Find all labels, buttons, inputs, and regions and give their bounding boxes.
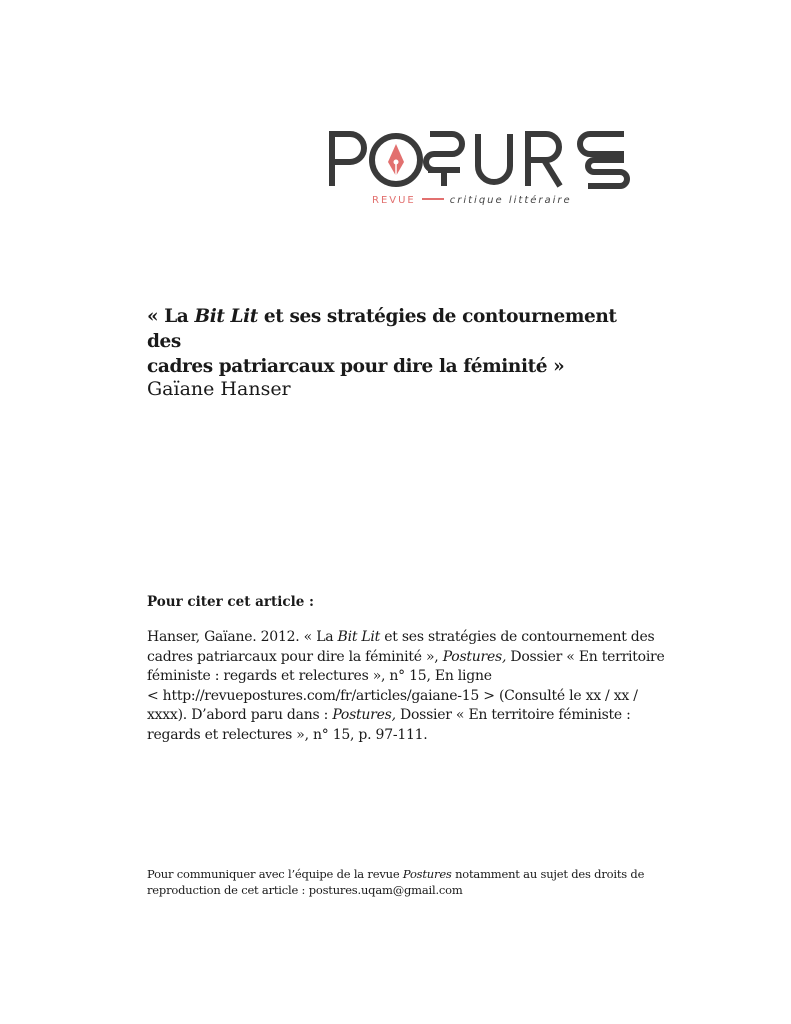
citation-url-line: < http://revuepostures.com/fr/articles/gaiane-15 > (Consulté le xx / xx / [147, 687, 638, 704]
title-part2: et ses stratégies de contournement des [147, 306, 617, 352]
article-author: Gaïane Hanser [147, 378, 291, 400]
citation-line: regards et relectures », n° 15, p. 97-111. [147, 726, 428, 743]
logo-tagline [372, 195, 572, 206]
tagline-dash [422, 198, 444, 200]
contact-line: Pour communiquer avec l’équipe de la revue Postures notamment au sujet des droits de [147, 867, 645, 881]
tagline-revue: REVUE [372, 195, 416, 206]
contact-email-line: reproduction de cet article : postures.uqam@gmail.com [147, 883, 463, 897]
title-italic: Bit Lit [194, 306, 258, 327]
citation-line: cadres patriarcaux pour dire la féminité », Postures, Dossier « En territoire [147, 648, 665, 665]
title-part1: « La [147, 306, 195, 327]
title-line2: cadres patriarcaux pour dire la féminité » [147, 356, 565, 377]
citation-body [147, 628, 665, 745]
citation-line: xxxx). D’abord paru dans : Postures, Dossier « En territoire féministe : [147, 707, 631, 723]
citation-line: Hanser, Gaïane. 2012. « La Bit Lit et ses stratégies de contournement des [147, 629, 655, 645]
contact-note [147, 866, 667, 898]
article-title [147, 304, 647, 379]
citation-line: féministe : regards et relectures », n° 15, En ligne [147, 668, 492, 684]
tagline-subtitle: critique littéraire [449, 195, 572, 206]
postures-wordmark-icon [328, 126, 630, 196]
citation-heading: Pour citer cet article : [147, 594, 314, 610]
